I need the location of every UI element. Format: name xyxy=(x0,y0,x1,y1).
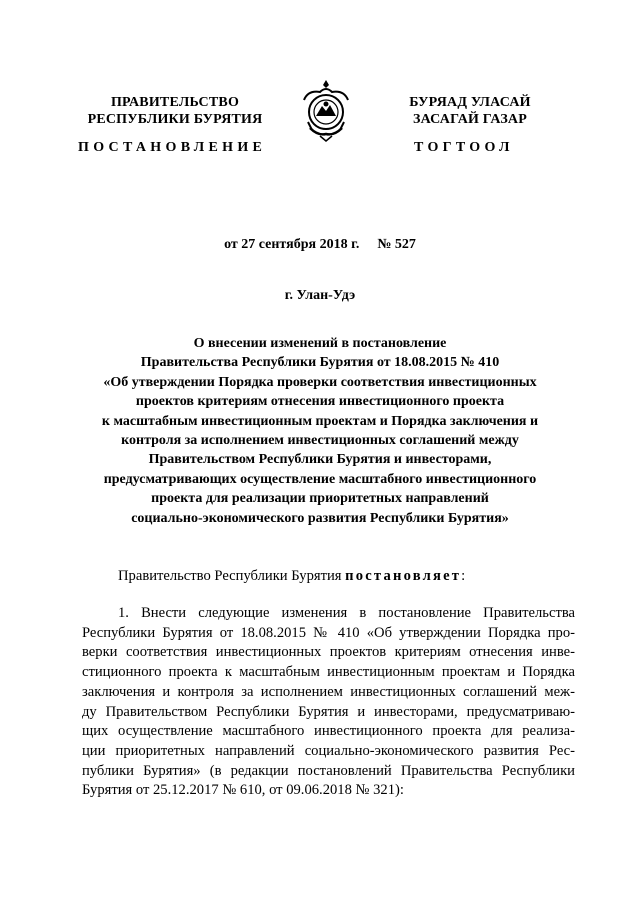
preamble-emphasis: постановляет xyxy=(345,568,462,584)
title-line: проекта для реализации приоритетных направлений xyxy=(151,491,489,507)
title-line: контроля за исполнением инвестиционных соглашений между xyxy=(121,433,519,449)
paragraph-line: ции приоритетных направлений социально-экономического развития Рес- xyxy=(82,742,575,759)
header-left-doc-type: ПОСТАНОВЛЕНИЕ xyxy=(78,140,267,155)
title-line: Правительства Республики Бурятия от 18.08.2015 № 410 xyxy=(140,355,500,371)
document-title xyxy=(60,334,580,528)
title-line: О внесении изменений в постановление xyxy=(193,336,447,351)
preamble-text: Правительство Республики Бурятия xyxy=(118,568,346,584)
title-line: предусматривающих осуществление масштабного инвестиционного xyxy=(103,471,537,487)
preamble xyxy=(118,568,465,585)
paragraph-line: ду Правительством Республики Бурятия и инвесторами, предусматриваю- xyxy=(82,703,575,720)
city: г. Улан-Удэ xyxy=(284,288,356,303)
title-line: социально-экономического развития Республики Бурятия» xyxy=(131,510,509,526)
header-left-line1: ПРАВИТЕЛЬСТВО xyxy=(110,95,240,110)
preamble-suffix: : xyxy=(461,568,466,584)
date-line xyxy=(0,237,640,253)
title-line: «Об утверждении Порядка проверки соответствия инвестиционных xyxy=(103,374,537,390)
document-date: от 27 сентября 2018 г. xyxy=(224,237,360,252)
paragraph-1 xyxy=(82,604,575,801)
header-right xyxy=(375,94,565,128)
header-left xyxy=(80,94,270,128)
title-line: к масштабным инвестиционным проектам и Порядка заключения и xyxy=(101,413,539,429)
paragraph-line: заключения и контроля за исполнением инвестиционных соглашений меж- xyxy=(82,683,575,700)
header-left-line2: РЕСПУБЛИКИ БУРЯТИЯ xyxy=(87,112,263,127)
paragraph-line: верки соответствия инвестиционных проектов критериям отнесения инве- xyxy=(82,644,575,661)
header-right-line1: БУРЯАД УЛАСАЙ xyxy=(409,95,531,110)
document-number: № 527 xyxy=(377,237,416,252)
paragraph-line: 1. Внести следующие изменения в постановление Правительства xyxy=(118,605,575,621)
coat-of-arms-icon xyxy=(298,78,354,142)
paragraph-line: публики Бурятия» (в редакции постановлений Правительства Республики xyxy=(82,762,575,779)
header-right-line2: ЗАСАГАЙ ГАЗАР xyxy=(412,112,527,127)
paragraph-line: Республики Бурятия от 18.08.2015 № 410 «Об утверждении Порядка про- xyxy=(82,624,575,641)
paragraph-line: Бурятия от 25.12.2017 № 610, от 09.06.2018 № 321): xyxy=(82,782,404,799)
header-right-doc-type: ТОГТООЛ xyxy=(414,140,514,155)
title-line: Правительством Республики Бурятия и инвесторами, xyxy=(148,452,492,468)
title-line: проектов критериям отнесения инвестиционного проекта xyxy=(135,394,505,410)
paragraph-line: стиционного проекта к масштабным инвестиционным проектам и Порядка xyxy=(82,664,575,681)
paragraph-line: щих осуществление масштабного инвестиционного проекта для реализа- xyxy=(82,723,575,740)
